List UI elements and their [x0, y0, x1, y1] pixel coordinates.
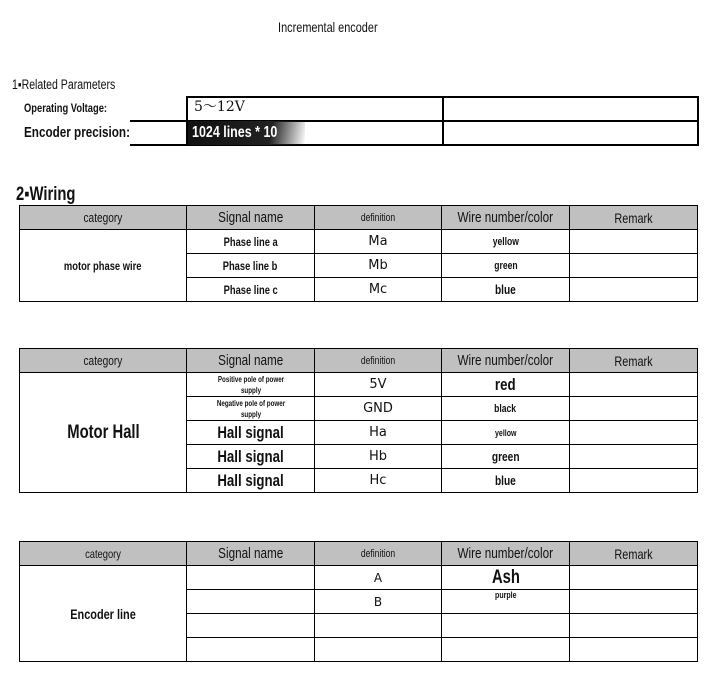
table-row: [20, 566, 698, 590]
signal-cell: [187, 590, 315, 614]
header-category: category: [20, 349, 187, 373]
definition-cell: [315, 638, 442, 662]
remark-cell: [570, 590, 698, 614]
wiring-table-encoder-line: [19, 541, 698, 662]
signal-cell: Phase line b: [187, 254, 315, 278]
remark-cell: [570, 397, 698, 421]
remark-cell: [570, 254, 698, 278]
remark-cell: [570, 614, 698, 638]
wiring-table-motor-phase: [19, 205, 698, 302]
remark-cell: [570, 638, 698, 662]
wire-color-cell: green: [442, 254, 570, 278]
definition-cell: GND: [315, 397, 442, 421]
wire-color-cell: black: [442, 397, 570, 421]
category-cell: Motor Hall: [20, 373, 187, 493]
table-row: [20, 373, 698, 397]
header-signal-name: Signal name: [187, 206, 315, 230]
remark-cell: [570, 230, 698, 254]
signal-cell: Phase line a: [187, 230, 315, 254]
signal-cell: Negative pole of power supply: [187, 397, 315, 421]
remark-cell: [570, 278, 698, 302]
encoder-precision-label: Encoder precision:: [24, 124, 130, 141]
header-definition: definition: [315, 349, 442, 373]
table-header-row: [20, 349, 698, 373]
header-wire-color: Wire number/color: [442, 542, 570, 566]
document-title: Incremental encoder: [277, 19, 378, 35]
remark-cell: [570, 373, 698, 397]
wire-color-cell: blue: [442, 469, 570, 493]
definition-cell: Mb: [315, 254, 442, 278]
definition-cell: B: [315, 590, 442, 614]
parameters-table: [0, 96, 699, 145]
remark-cell: [570, 469, 698, 493]
remark-cell: [570, 445, 698, 469]
header-remark: Remark: [570, 206, 698, 230]
header-category: category: [20, 206, 187, 230]
section-wiring-heading: 2▪Wiring: [16, 184, 76, 205]
definition-cell: Ma: [315, 230, 442, 254]
header-remark: Remark: [570, 349, 698, 373]
remark-cell: [570, 421, 698, 445]
header-signal-name: Signal name: [187, 349, 315, 373]
definition-cell: A: [315, 566, 442, 590]
header-category: category: [20, 542, 187, 566]
signal-cell: Hall signal: [187, 421, 315, 445]
definition-cell: [315, 614, 442, 638]
header-wire-color: Wire number/color: [442, 349, 570, 373]
wire-color-cell: Ash: [442, 566, 570, 590]
signal-cell: Positive pole of power supply: [187, 373, 315, 397]
signal-cell: [187, 566, 315, 590]
signal-cell: [187, 638, 315, 662]
definition-cell: Mc: [315, 278, 442, 302]
definition-cell: Ha: [315, 421, 442, 445]
definition-cell: Hb: [315, 445, 442, 469]
signal-cell: Hall signal: [187, 469, 315, 493]
wiring-table-motor-hall: [19, 348, 698, 493]
signal-cell: Phase line c: [187, 278, 315, 302]
category-cell: Encoder line: [20, 566, 187, 662]
wire-color-cell: blue: [442, 278, 570, 302]
header-definition: definition: [315, 542, 442, 566]
wire-color-cell: purple: [442, 590, 570, 614]
wire-color-cell: [442, 638, 570, 662]
header-wire-color: Wire number/color: [442, 206, 570, 230]
wire-color-cell: green: [442, 445, 570, 469]
encoder-precision-value: 1024 lines * 10: [188, 121, 305, 145]
definition-cell: 5V: [315, 373, 442, 397]
header-definition: definition: [315, 206, 442, 230]
header-signal-name: Signal name: [187, 542, 315, 566]
signal-cell: [187, 614, 315, 638]
wire-color-cell: [442, 614, 570, 638]
definition-cell: Hc: [315, 469, 442, 493]
wire-color-cell: yellow: [442, 421, 570, 445]
wire-color-cell: yellow: [442, 230, 570, 254]
category-cell: motor phase wire: [20, 230, 187, 302]
table-header-row: [20, 206, 698, 230]
remark-cell: [570, 566, 698, 590]
wire-color-cell: red: [442, 373, 570, 397]
section-related-parameters-heading: 1▪Related Parameters: [12, 77, 116, 92]
operating-voltage-value: 5～12V: [194, 99, 245, 115]
signal-cell: Hall signal: [187, 445, 315, 469]
header-remark: Remark: [570, 542, 698, 566]
operating-voltage-label: Operating Voltage:: [24, 101, 108, 115]
table-header-row: [20, 542, 698, 566]
table-row: [20, 230, 698, 254]
